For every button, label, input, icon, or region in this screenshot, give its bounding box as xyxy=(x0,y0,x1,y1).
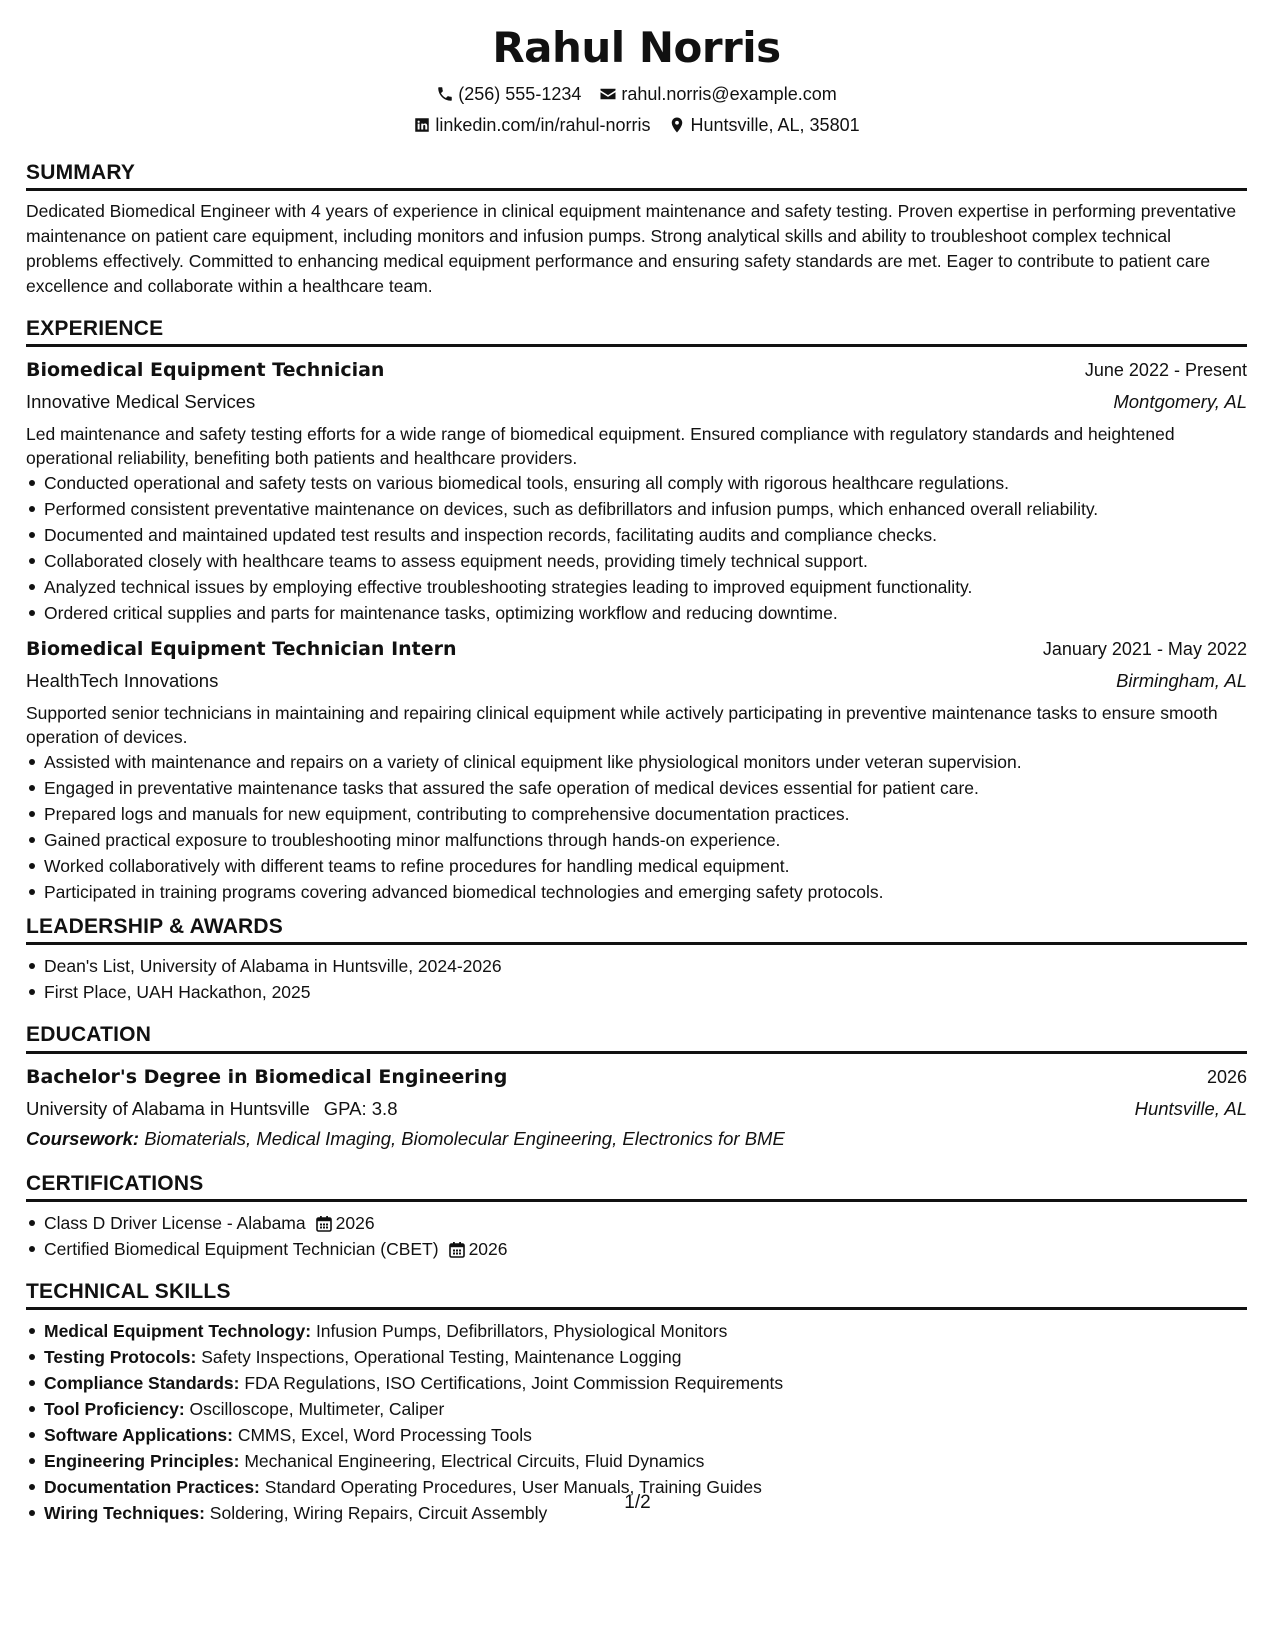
linkedin-contact[interactable] xyxy=(413,110,650,141)
school-location: Huntsville, AL xyxy=(1134,1097,1247,1119)
candidate-name: Rahul Norris xyxy=(492,23,781,72)
skill-value: Standard Operating Procedures, User Manuals, Training Guides xyxy=(264,1477,762,1498)
list-item: First Place, UAH Hackathon, 2025 xyxy=(26,979,1247,1005)
degree-title: Bachelor's Degree in Biomedical Engineering xyxy=(26,1065,508,1088)
job-description: Supported senior technicians in maintaining and repairing clinical equipment while actively participating in preventive maintenance tasks to ensure smooth operation of devices. xyxy=(26,703,1218,748)
page-number: 1/2 xyxy=(624,1492,651,1513)
gpa-text: GPA: 3.8 xyxy=(323,1097,398,1119)
job-dates: June 2022 - Present xyxy=(1084,360,1247,381)
experience-heading: EXPERIENCE xyxy=(26,315,1247,347)
phone-contact[interactable] xyxy=(436,79,581,110)
coursework-label: Coursework: xyxy=(26,1127,140,1149)
certification-year: 2026 xyxy=(335,1212,375,1233)
list-item: Ordered critical supplies and parts for maintenance tasks, optimizing workflow and reducing downtime. xyxy=(26,600,1247,626)
location-contact xyxy=(668,110,859,141)
skill-label: Software Applications: xyxy=(44,1425,233,1446)
school-name: University of Alabama in Huntsville xyxy=(26,1097,310,1119)
skill-label: Compliance Standards: xyxy=(44,1373,240,1394)
certifications-heading: CERTIFICATIONS xyxy=(26,1170,1247,1202)
education-heading: EDUCATION xyxy=(26,1021,1247,1053)
graduation-year: 2026 xyxy=(1206,1066,1247,1087)
envelope-icon xyxy=(599,85,617,103)
linkedin-icon xyxy=(413,116,431,134)
skill-value: Mechanical Engineering, Electrical Circuits, Fluid Dynamics xyxy=(244,1451,705,1472)
contact-row-1 xyxy=(26,79,1247,110)
job-bullets xyxy=(26,470,1247,626)
skill-value: Oscilloscope, Multimeter, Caliper xyxy=(189,1399,445,1420)
skills-heading: TECHNICAL SKILLS xyxy=(26,1278,1247,1310)
skill-label: Tool Proficiency: xyxy=(44,1399,185,1420)
list-item: Participated in training programs covering advanced biomedical technologies and emerging safety protocols. xyxy=(26,879,1247,905)
education-section xyxy=(26,1021,1247,1153)
list-item xyxy=(26,1422,1247,1448)
skill-value: Infusion Pumps, Defibrillators, Physiological Monitors xyxy=(315,1321,728,1342)
list-item: Performed consistent preventative maintenance on devices, such as defibrillators and infusion pumps, which enhanced overall reliability. xyxy=(26,496,1247,522)
calendar-icon xyxy=(316,1215,332,1232)
awards-section xyxy=(26,913,1247,1005)
list-item: Analyzed technical issues by employing effective troubleshooting strategies leading to improved equipment functionality. xyxy=(26,574,1247,600)
job-title: Biomedical Equipment Technician Intern xyxy=(26,638,457,661)
phone-icon xyxy=(436,85,454,103)
contact-row-2 xyxy=(26,110,1247,141)
job-location: Birmingham, AL xyxy=(1116,670,1247,692)
list-item: Assisted with maintenance and repairs on a variety of clinical equipment like physiological monitors under veteran supervision. xyxy=(26,749,1247,775)
skill-label: Wiring Techniques: xyxy=(44,1503,205,1524)
list-item: Prepared logs and manuals for new equipment, contributing to comprehensive documentation practices. xyxy=(26,801,1247,827)
experience-entry xyxy=(26,634,1247,905)
list-item xyxy=(26,1344,1247,1370)
calendar-icon xyxy=(449,1241,465,1258)
resume-header xyxy=(26,22,1247,141)
certifications-list xyxy=(26,1210,1247,1262)
coursework-line xyxy=(26,1124,1247,1154)
list-item: Documented and maintained updated test results and inspection records, facilitating audits and compliance checks. xyxy=(26,522,1247,548)
list-item xyxy=(26,1448,1247,1474)
certification-name: Certified Biomedical Equipment Technician (CBET) xyxy=(44,1238,439,1259)
job-dates: January 2021 - May 2022 xyxy=(1042,639,1247,660)
certification-name: Class D Driver License - Alabama xyxy=(44,1212,306,1233)
map-pin-icon xyxy=(668,116,686,134)
list-item xyxy=(26,1210,1247,1236)
email-contact[interactable] xyxy=(599,79,836,110)
skill-label: Medical Equipment Technology: xyxy=(44,1321,312,1342)
skill-label: Testing Protocols: xyxy=(44,1347,197,1368)
list-item: Dean's List, University of Alabama in Huntsville, 2024-2026 xyxy=(26,953,1247,979)
experience-entry xyxy=(26,355,1247,626)
skill-value: FDA Regulations, ISO Certifications, Joint Commission Requirements xyxy=(244,1373,784,1394)
list-item: Worked collaboratively with different teams to refine procedures for handling medical equipment. xyxy=(26,853,1247,879)
skill-label: Engineering Principles: xyxy=(44,1451,240,1472)
job-description: Led maintenance and safety testing efforts for a wide range of biomedical equipment. Ensured compliance with regulatory standards and heightened operational reliability, benefiting both patients and healthcare providers. xyxy=(26,424,1175,469)
summary-section xyxy=(26,159,1247,299)
certifications-section xyxy=(26,1170,1247,1262)
list-item: Conducted operational and safety tests on various biomedical tools, ensuring all comply with rigorous healthcare regulations. xyxy=(26,470,1247,496)
list-item: Engaged in preventative maintenance tasks that assured the safe operation of medical devices essential for patient care. xyxy=(26,775,1247,801)
location-text: Huntsville, AL, 35801 xyxy=(690,114,860,135)
list-item xyxy=(26,1318,1247,1344)
summary-text: Dedicated Biomedical Engineer with 4 years of experience in clinical equipment maintenance and safety testing. Proven expertise in performing preventative maintenance on patient care equipment, including monitors and infusion pumps. Strong analytical skills and ability to troubleshoot complex technical problems effectively. Committed to enhancing medical equipment performance and ensuring safety standards are met. Eager to contribute to patient care excellence and collaborate within a healthcare team. xyxy=(26,200,1237,296)
certification-year: 2026 xyxy=(468,1238,508,1259)
linkedin-text: linkedin.com/in/rahul-norris xyxy=(435,114,651,135)
skill-value: Soldering, Wiring Repairs, Circuit Assembly xyxy=(209,1503,548,1524)
coursework-text: Biomaterials, Medical Imaging, Biomolecular Engineering, Electronics for BME xyxy=(144,1127,785,1149)
school-line xyxy=(26,1093,398,1124)
list-item xyxy=(26,1396,1247,1422)
list-item xyxy=(26,1236,1247,1262)
list-item: Collaborated closely with healthcare teams to assess equipment needs, providing timely technical support. xyxy=(26,548,1247,574)
list-item xyxy=(26,1370,1247,1396)
skill-label: Documentation Practices: xyxy=(44,1477,260,1498)
email-text: rahul.norris@example.com xyxy=(621,83,837,104)
list-item: Gained practical exposure to troubleshooting minor malfunctions through hands-on experience. xyxy=(26,827,1247,853)
summary-heading: SUMMARY xyxy=(26,159,1247,191)
awards-list xyxy=(26,953,1247,1005)
phone-text: (256) 555-1234 xyxy=(458,83,582,104)
awards-heading: LEADERSHIP & AWARDS xyxy=(26,913,1247,945)
job-location: Montgomery, AL xyxy=(1113,391,1247,413)
company-name: Innovative Medical Services xyxy=(26,391,256,413)
experience-section xyxy=(26,315,1247,905)
job-bullets xyxy=(26,749,1247,905)
company-name: HealthTech Innovations xyxy=(26,670,219,692)
skill-value: CMMS, Excel, Word Processing Tools xyxy=(237,1425,532,1446)
skill-value: Safety Inspections, Operational Testing, Maintenance Logging xyxy=(201,1347,682,1368)
job-title: Biomedical Equipment Technician xyxy=(26,359,385,382)
